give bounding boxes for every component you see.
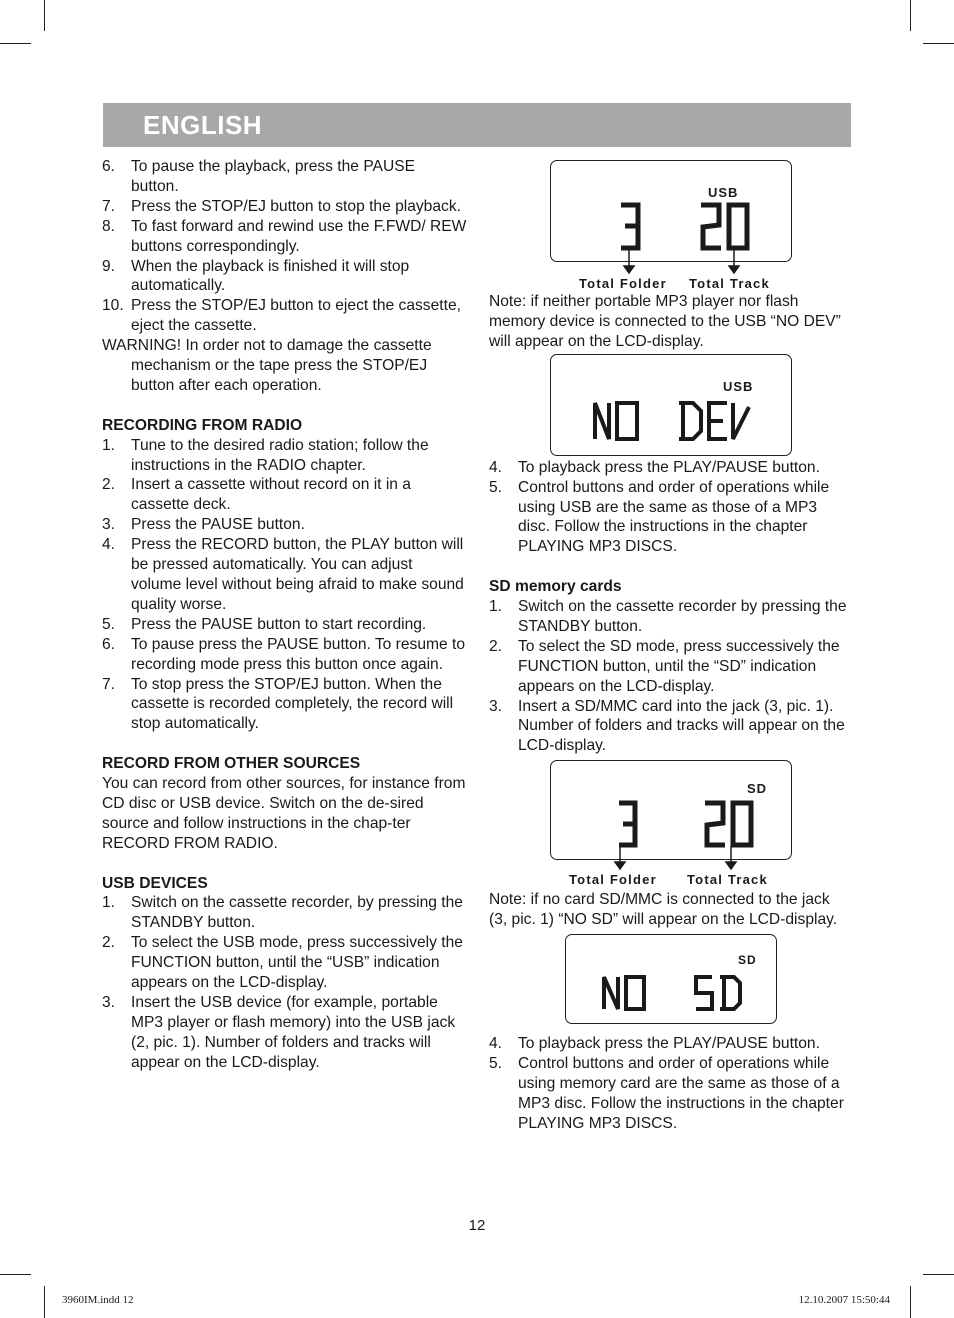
- caption-arrows: [489, 160, 851, 292]
- list-item: 1. Switch on the cassette recorder, by pressing the STANDBY button.: [102, 894, 463, 932]
- lcd-digits: [551, 355, 791, 455]
- list-item: 2. To select the USB mode, press successively the FUNCTION button, until the “USB” indication appears on the LCD-display.: [102, 934, 463, 992]
- list-item: 5. Press the PAUSE button to start recording.: [102, 615, 427, 633]
- list-item: 6. To pause press the PAUSE button. To resume to recording mode press this button once again.: [102, 635, 466, 673]
- lcd-figure-no-dev: [489, 352, 851, 458]
- crop-mark: [910, 0, 911, 31]
- list-item: 3. Press the PAUSE button.: [102, 516, 305, 534]
- list-item: 6. To pause the playback, press the PAUSE button.: [102, 158, 416, 195]
- crop-mark: [0, 1274, 31, 1275]
- list-item: 1. Switch on the cassette recorder by pressing the STANDBY button.: [489, 598, 847, 635]
- lcd-mode-label: USB: [723, 378, 754, 394]
- caption-arrows: [489, 756, 851, 890]
- list-item: 4. To playback press the PLAY/PAUSE button.: [489, 458, 820, 476]
- list-item: 3. Insert a SD/MMC card into the jack (3, pic. 1). Number of folders and tracks will appear on the LCD-display.: [489, 697, 845, 755]
- list-item: 5. Control buttons and order of operations while using USB are the same as those of a MP3 disc. Follow the instructions in the chapter PLAYING MP3 DISCS.: [489, 478, 830, 556]
- caption-total-folder: Total Folder: [569, 872, 657, 888]
- crop-mark: [0, 43, 31, 44]
- lcd-display: [565, 934, 777, 1024]
- list-item: 1. Tune to the desired radio station; follow the instructions in the RADIO chapter.: [102, 436, 429, 474]
- page-number: 12: [468, 1217, 486, 1234]
- list-item: 3. Insert the USB device (for example, portable MP3 player or flash memory) into the USB jack (2, pic. 1). Number of folders and tracks will appear on the LCD-display.: [102, 994, 456, 1071]
- caption-total-track: Total Track: [689, 276, 770, 291]
- list-item: 9. When the playback is finished it will stop automatically.: [102, 257, 410, 295]
- lcd-figure-sd-count: [489, 756, 851, 890]
- lcd-mode-label: USB: [708, 185, 739, 200]
- lcd-display: [550, 354, 792, 456]
- list-item: 4. Press the RECORD button, the PLAY button will be pressed automatically. You can adjust volume level without being afraid to make sound quality worse.: [102, 536, 464, 613]
- lcd-mode-label: SD: [747, 781, 768, 797]
- caption-total-track: Total Track: [687, 872, 768, 888]
- list-item: 10. Press the STOP/EJ button to eject the cassette, eject the cassette.: [102, 297, 461, 335]
- crop-mark: [44, 1286, 45, 1318]
- list-item: 7. Press the STOP/EJ button to stop the playback.: [102, 197, 461, 215]
- caption-total-folder: Total Folder: [579, 276, 667, 291]
- note-no-dev: Note: if neither portable MP3 player nor flash memory device is connected to the USB “NO DEV” will appear on the LCD-display.: [489, 293, 841, 350]
- section-heading-sd: SD memory cards: [489, 578, 622, 596]
- crop-mark: [44, 0, 45, 31]
- list-item: 8. To fast forward and rewind use the F.FWD/ REW buttons correspondingly.: [102, 217, 467, 255]
- list-item: 2. Insert a cassette without record on it in a cassette deck.: [102, 476, 411, 514]
- lcd-figure-no-sd: [489, 930, 851, 1034]
- lcd-digits: [566, 935, 776, 1023]
- note-no-sd: Note: if no card SD/MMC is connected to the jack (3, pic. 1) “NO SD” will appear on the LCD-display.: [489, 891, 838, 929]
- section-heading-recording-radio: RECORDING FROM RADIO: [102, 416, 303, 434]
- paragraph: You can record from other sources, for instance from CD disc or USB device. Switch on the de-sired source and follow instructions in the chap-ter RECORD FROM RADIO.: [102, 775, 466, 852]
- section-heading-usb: USB DEVICES: [102, 874, 208, 892]
- right-column: [489, 160, 851, 1134]
- crop-mark: [910, 1286, 911, 1318]
- footer-timestamp: 12.10.2007 15:50:44: [798, 1294, 890, 1306]
- left-column: [102, 157, 467, 1073]
- list-item: 7. To stop press the STOP/EJ button. When the cassette is recorded completely, the record will stop automatically.: [102, 675, 454, 733]
- language-title: ENGLISH: [143, 110, 263, 140]
- crop-mark: [923, 43, 954, 44]
- list-item: 5. Control buttons and order of operations while using memory card are the same as those of a MP3 disc. Follow the instructions in the chapter PLAYING MP3 DISCS.: [489, 1055, 844, 1132]
- section-heading-record-other: RECORD FROM OTHER SOURCES: [102, 755, 361, 773]
- warning-text: WARNING! In order not to damage the cassette mechanism or the tape press the STOP/EJ button after each operation.: [102, 337, 432, 394]
- footer-file-name: 3960IM.indd 12: [62, 1294, 134, 1306]
- list-item: 4. To playback press the PLAY/PAUSE button.: [489, 1035, 820, 1053]
- language-header-bar: [103, 103, 851, 147]
- lcd-figure-usb-count: [489, 160, 851, 292]
- list-item: 2. To select the SD mode, press successively the FUNCTION button, until the “SD” indication appears on the LCD-display.: [489, 637, 840, 695]
- lcd-mode-label: SD: [738, 953, 757, 968]
- crop-mark: [923, 1274, 954, 1275]
